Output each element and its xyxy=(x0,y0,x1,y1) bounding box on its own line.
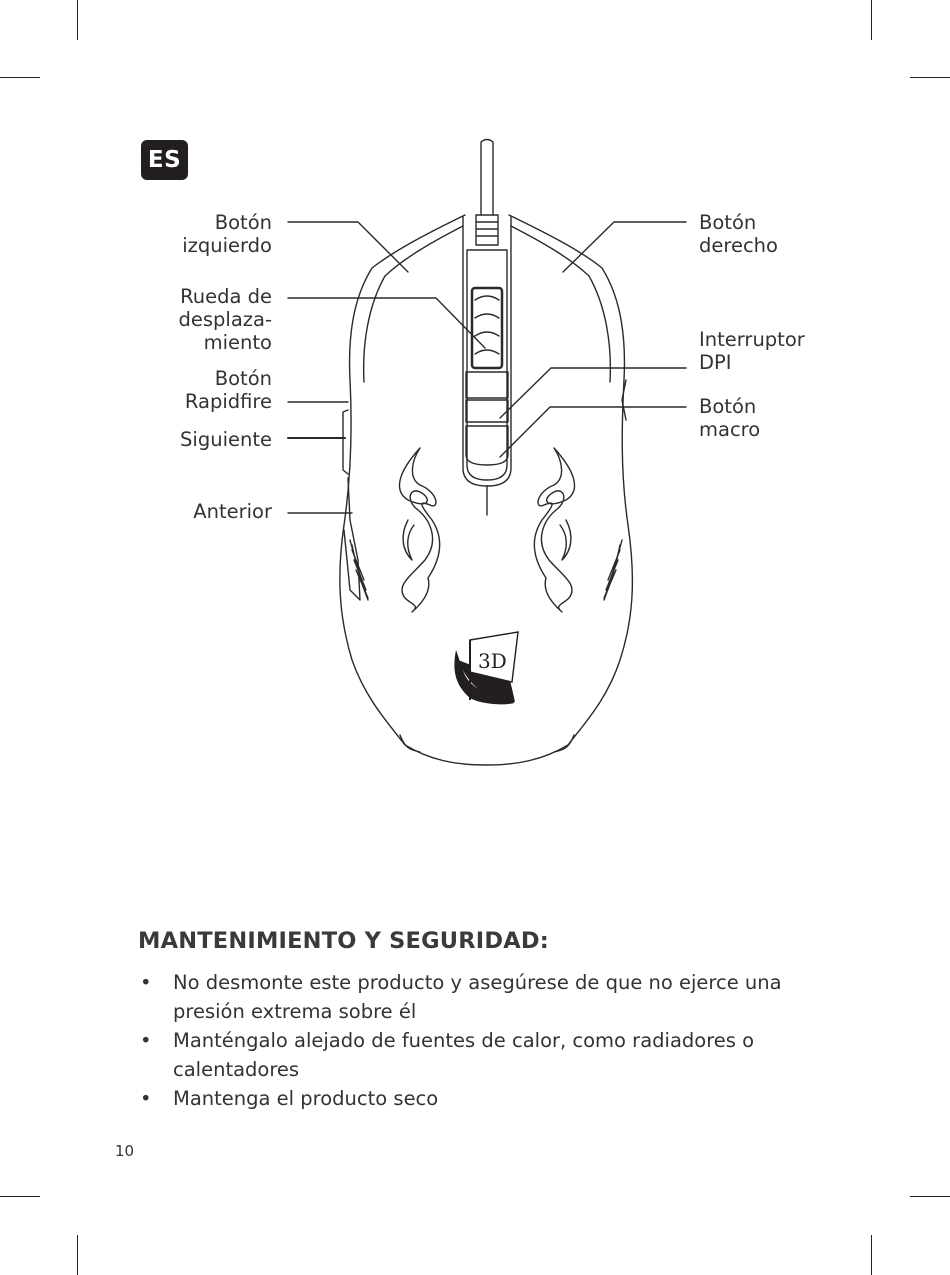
leader-line-left-button xyxy=(288,222,408,272)
side-button-forward xyxy=(343,410,348,474)
leader-line-scroll-wheel xyxy=(288,298,485,348)
cable xyxy=(481,140,493,216)
label-line: Interruptor xyxy=(699,328,805,351)
label-line: miento xyxy=(203,331,272,354)
cable-strain-relief xyxy=(476,215,498,245)
label-line: Rapidfire xyxy=(184,390,272,413)
dpi-button xyxy=(466,372,508,398)
label-dpi-switch xyxy=(699,328,805,374)
crop-mark xyxy=(910,1196,950,1197)
list-item: • Mantenga el producto seco xyxy=(138,1084,838,1113)
label-line: DPI xyxy=(699,351,732,374)
page-number: 10 xyxy=(115,1142,135,1160)
leader-line-dpi xyxy=(500,368,686,418)
label-line: derecho xyxy=(699,234,778,257)
macro-button xyxy=(466,426,508,465)
label-rapidfire xyxy=(185,367,272,413)
list-item: • Manténgalo alejado de fuentes de calor, como radiadores o calentadores xyxy=(138,1026,838,1084)
label-line: Botón xyxy=(214,367,272,390)
label-line: Rueda de xyxy=(180,285,272,308)
shell-inner-line xyxy=(364,226,463,382)
language-badge: ES xyxy=(141,140,188,180)
label-back xyxy=(193,500,272,523)
tribal-decoration-right xyxy=(534,448,574,612)
tribal-decoration-left xyxy=(399,448,439,612)
label-macro-button xyxy=(699,395,760,441)
label-line: desplaza- xyxy=(178,308,272,331)
scroll-wheel xyxy=(472,288,502,368)
leader-line-right-button xyxy=(563,222,686,272)
logo-text: 3D xyxy=(478,649,507,673)
side-button-back xyxy=(344,478,360,600)
center-channel xyxy=(463,217,511,486)
label-scroll-wheel xyxy=(178,285,272,354)
safety-list xyxy=(138,968,838,1113)
label-left-button xyxy=(182,211,272,257)
label-line: izquierdo xyxy=(182,234,272,257)
label-line: Botón xyxy=(214,211,272,234)
logo-icon xyxy=(454,632,518,704)
label-line: Siguiente xyxy=(180,428,272,451)
leader-line-macro xyxy=(500,407,686,457)
label-forward xyxy=(180,428,272,451)
label-right-button xyxy=(699,211,778,257)
crop-mark xyxy=(77,1235,78,1275)
shell-inner-line xyxy=(511,226,610,382)
label-line: Botón xyxy=(699,395,757,418)
list-item: • No desmonte este producto y asegúrese de que no ejerce una presión extrema sobre él xyxy=(138,968,838,1026)
crop-mark xyxy=(0,1196,40,1197)
crop-mark xyxy=(871,1235,872,1275)
bottom-lip xyxy=(400,735,574,752)
label-line: Anterior xyxy=(193,500,272,523)
section-heading: MANTENIMIENTO Y SEGURIDAD: xyxy=(138,928,549,954)
label-line: macro xyxy=(699,418,761,441)
label-line: Botón xyxy=(699,211,757,234)
